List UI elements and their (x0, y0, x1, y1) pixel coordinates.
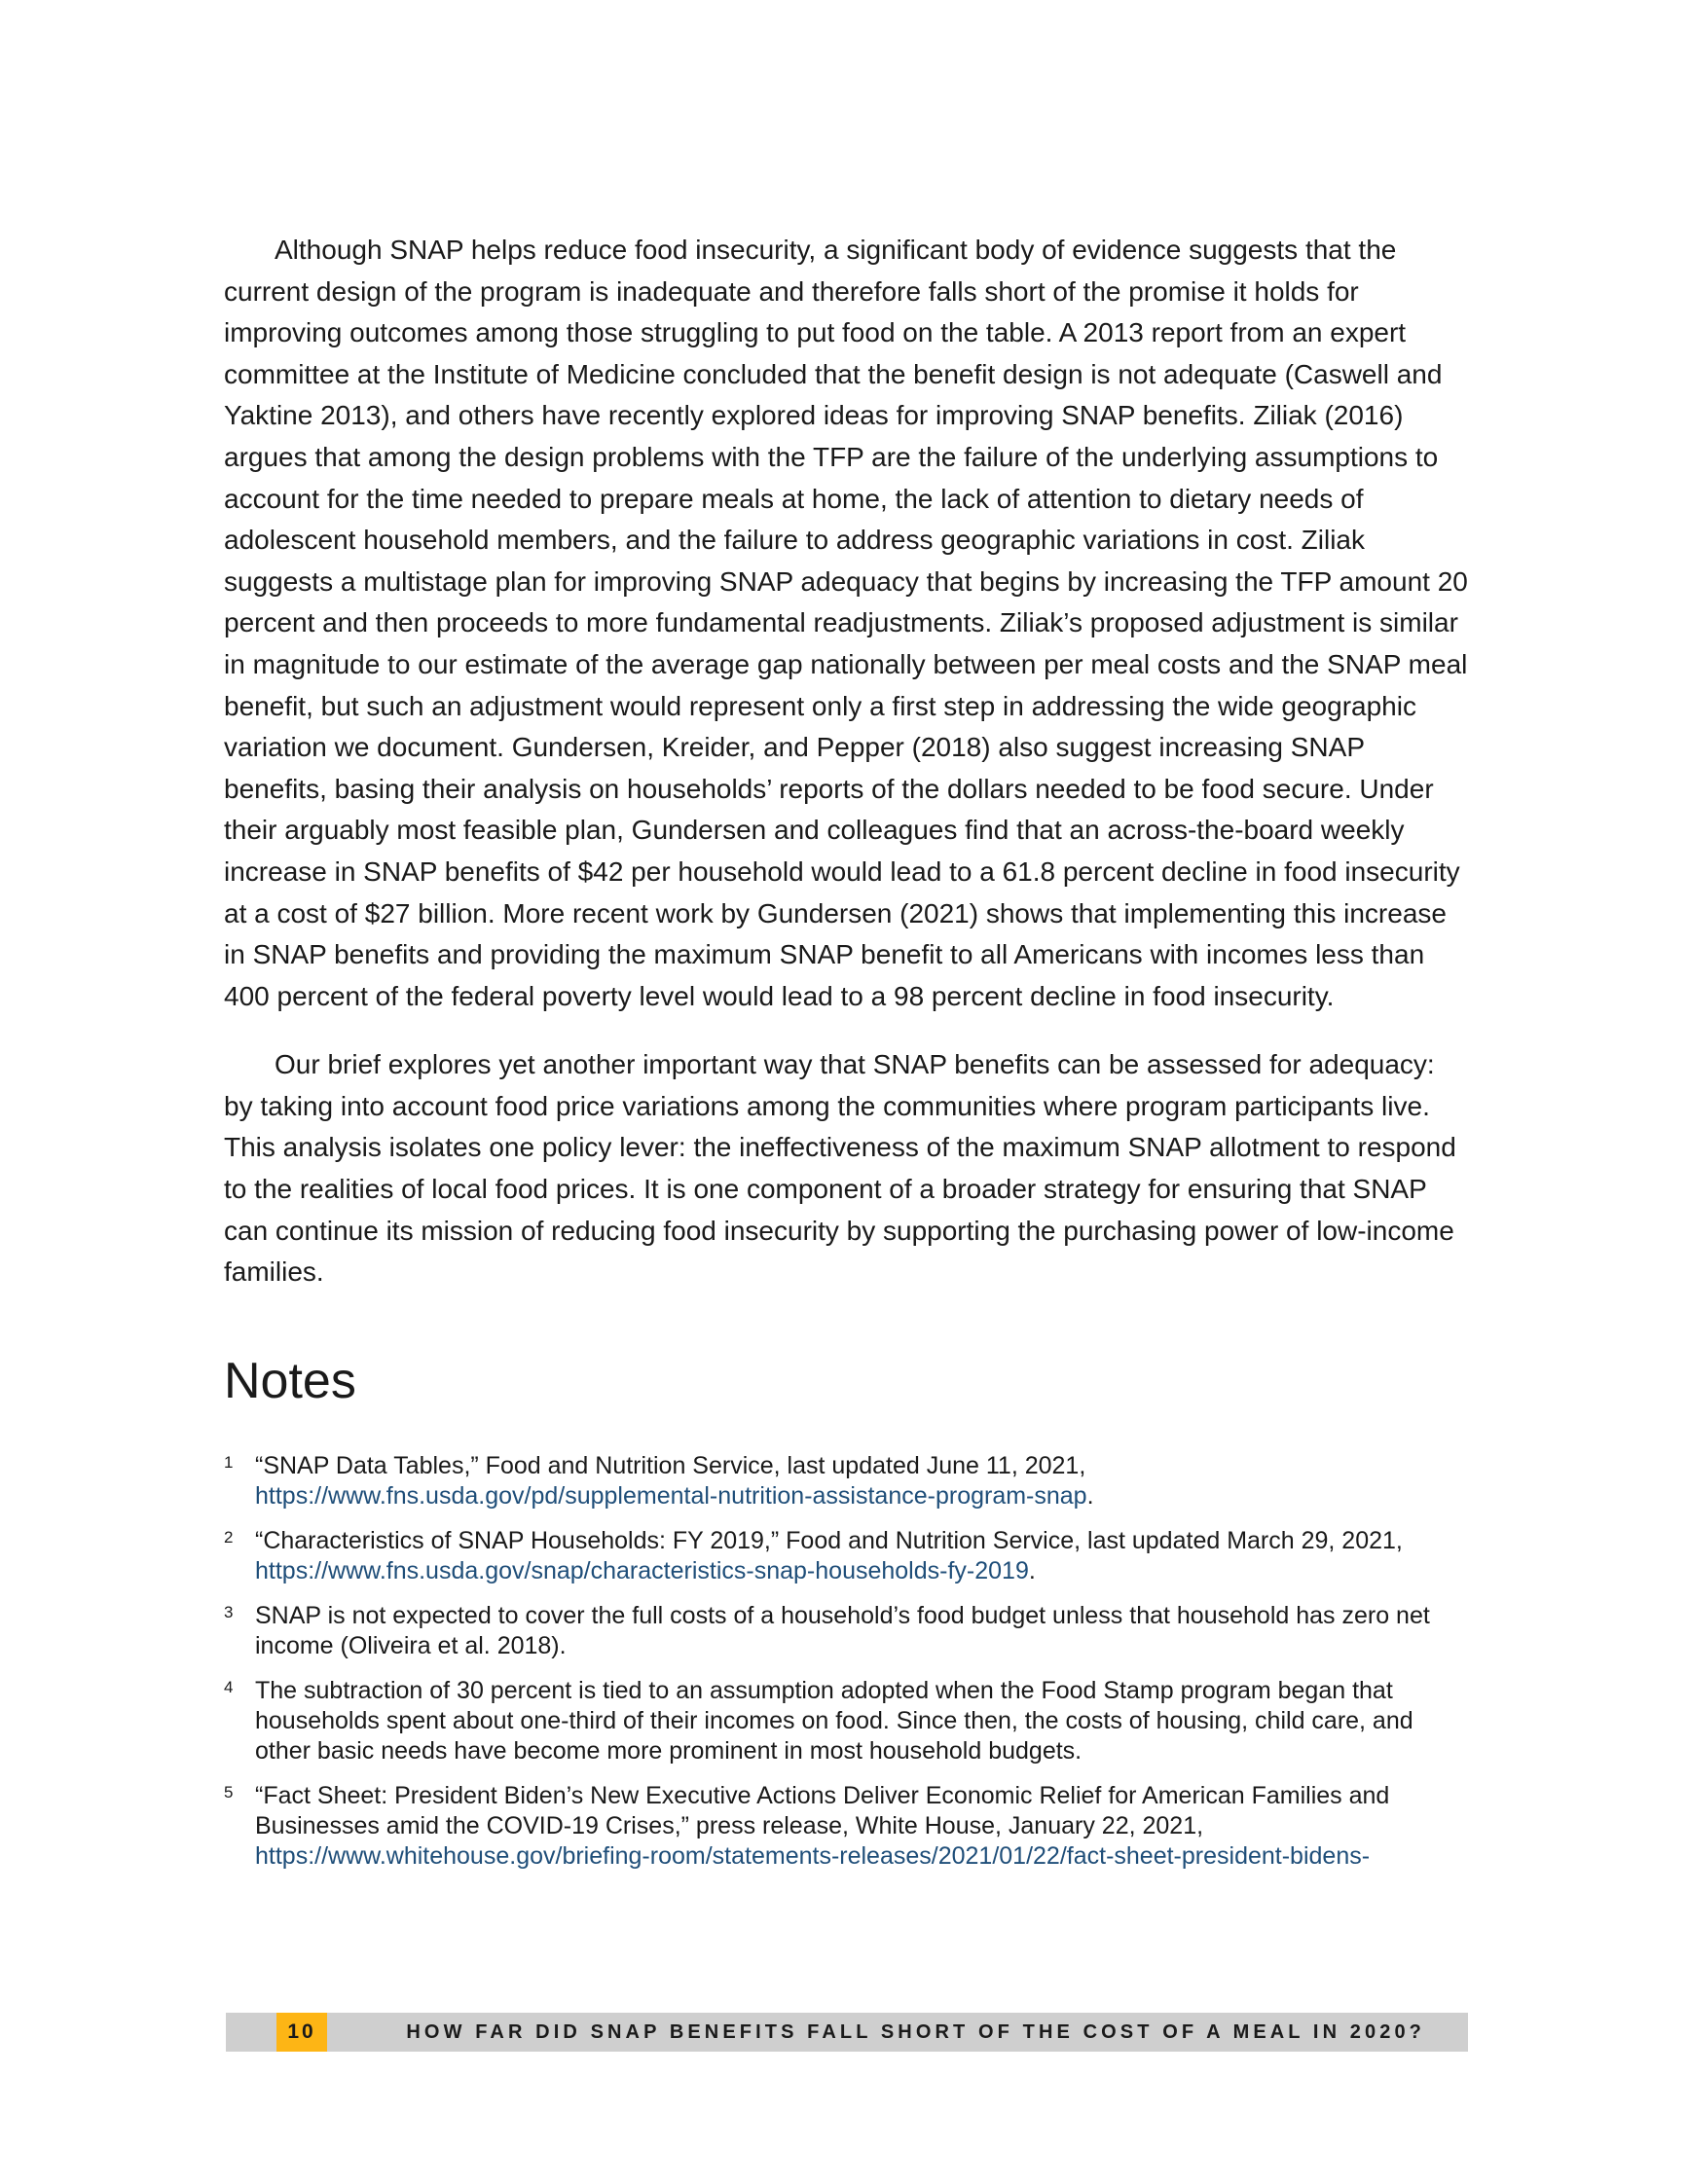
footnote-number: 5 (224, 1782, 234, 1802)
notes-heading: Notes (224, 1352, 356, 1409)
footnote-number: 3 (224, 1602, 234, 1621)
running-title: HOW FAR DID SNAP BENEFITS FALL SHORT OF THE COST OF A MEAL IN 2020? (406, 2021, 1425, 2043)
footnote-2 (224, 1526, 1470, 1586)
page-number: 10 (276, 2013, 327, 2052)
footnote-link[interactable] (255, 1556, 1470, 1586)
footnote-4 (224, 1676, 1470, 1766)
footnote-link-text[interactable]: https://www.whitehouse.gov/briefing-room/statements-releases/2021/01/22/fact-sheet-president-bidens- (255, 1841, 1371, 1870)
footnote-link[interactable] (255, 1841, 1470, 1872)
footnote-text: “SNAP Data Tables,” Food and Nutrition Service, last updated June 11, 2021, (255, 1451, 1086, 1479)
page-content (224, 230, 1470, 1886)
footnote-number: 1 (224, 1452, 234, 1472)
footnote-link-text[interactable]: https://www.fns.usda.gov/pd/supplemental-nutrition-assistance-program-snap (255, 1481, 1087, 1510)
page-footer (226, 2013, 1468, 2052)
footnote-3 (224, 1601, 1470, 1661)
footnote-1 (224, 1451, 1470, 1511)
footnote-text: SNAP is not expected to cover the full costs of a household’s food budget unless that household has zero net income (Oliveira et al. 2018). (255, 1601, 1430, 1659)
footnote-number: 4 (224, 1677, 234, 1696)
body-paragraph: Although SNAP helps reduce food insecurity, a significant body of evidence suggests that the current design of the program is inadequate and therefore falls short of the promise it holds for improving outcomes among those struggling to put food on the table. A 2013 report from an expert committee at the Institute of Medicine concluded that the benefit design is not adequate (Caswell and Yaktine 2013), and others have recently explored ideas for improving SNAP benefits. Ziliak (2016) argues that among the design problems with the TFP are the failure of the underlying assumptions to account for the time needed to prepare meals at home, the lack of attention to dietary needs of adolescent household members, and the failure to address geographic variations in cost. Ziliak suggests a multistage plan for improving SNAP adequacy that begins by increasing the TFP amount 20 percent and then proceeds to more fundamental readjustments. Ziliak’s proposed adjustment is similar in magnitude to our estimate of the average gap nationally between per meal costs and the SNAP meal benefit, but such an adjustment would represent only a first step in addressing the wide geographic variation we document. Gundersen, Kreider, and Pepper (2018) also suggest increasing SNAP benefits, basing their analysis on households’ reports of the dollars needed to be food secure. Under their arguably most feasible plan, Gundersen and colleagues find that an across-the-board weekly increase in SNAP benefits of $42 per household would lead to a 61.8 percent decline in food insecurity at a cost of $27 billion. More recent work by Gundersen (2021) shows that implementing this increase in SNAP benefits and providing the maximum SNAP benefit to all Americans with incomes less than 400 percent of the federal poverty level would lead to a 98 percent decline in food insecurity. (224, 235, 1468, 1011)
footnote-link-period: . (1028, 1556, 1036, 1584)
footnote-link-text[interactable]: https://www.fns.usda.gov/snap/characteristics-snap-households-fy-2019 (255, 1556, 1029, 1584)
footnote-text: The subtraction of 30 percent is tied to an assumption adopted when the Food Stamp program began that households spent about one-third of their incomes on food. Since then, the costs of housing, child care, and other basic needs have become more prominent in most household budgets. (255, 1676, 1413, 1765)
footnote-link-period: . (1086, 1481, 1094, 1510)
footnote-number: 2 (224, 1527, 234, 1547)
footnote-text: “Characteristics of SNAP Households: FY 2019,” Food and Nutrition Service, last updated March 29, 2021, (255, 1526, 1403, 1554)
footnote-link[interactable] (255, 1481, 1470, 1511)
footnote-5 (224, 1781, 1470, 1872)
footnote-text: “Fact Sheet: President Biden’s New Executive Actions Deliver Economic Relief for American Families and Businesses amid the COVID-19 Crises,” press release, White House, January 22, 2021, (255, 1781, 1390, 1839)
body-paragraph: Our brief explores yet another important way that SNAP benefits can be assessed for adequacy: by taking into account food price variations among the communities where program participants live. This analysis isolates one policy lever: the ineffectiveness of the maximum SNAP allotment to respond to the realities of local food prices. It is one component of a broader strategy for ensuring that SNAP can continue its mission of reducing food insecurity by supporting the purchasing power of low-income families. (224, 1049, 1456, 1288)
